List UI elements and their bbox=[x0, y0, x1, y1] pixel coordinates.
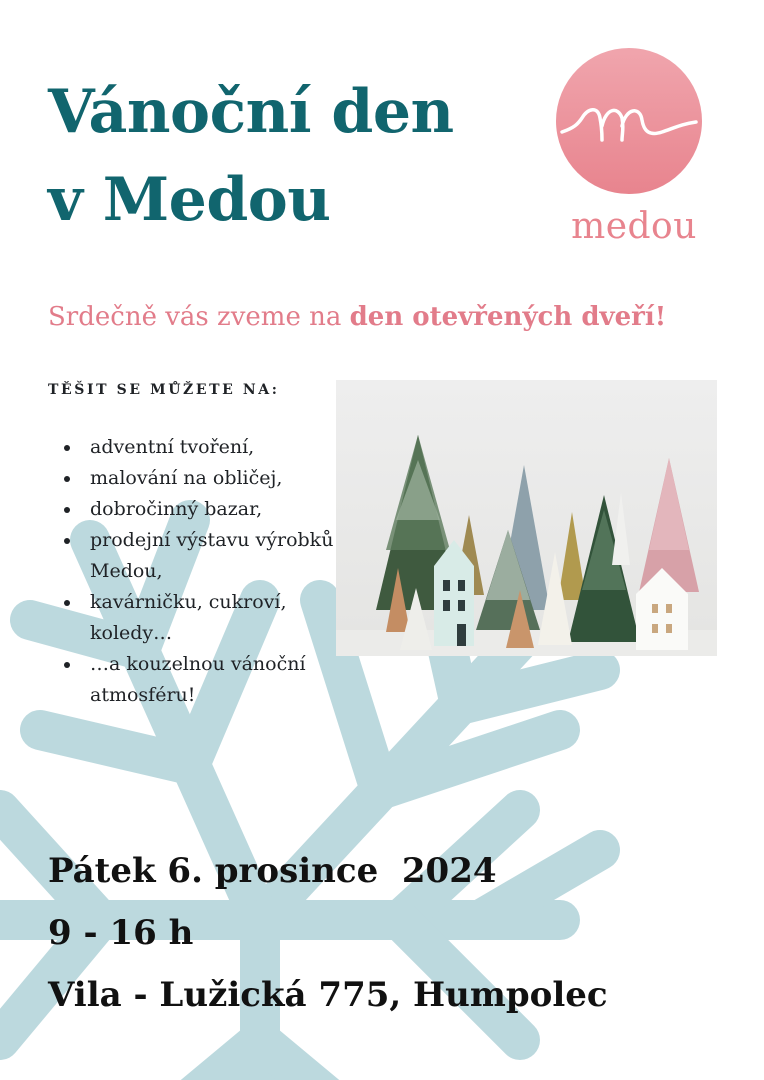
event-place: Vila - Lužická 775, Humpolec bbox=[48, 975, 608, 1015]
event-time: 9 - 16 h bbox=[48, 913, 194, 953]
wave-m-icon bbox=[556, 48, 702, 194]
medou-logo bbox=[556, 48, 706, 247]
logo-circle bbox=[556, 48, 702, 194]
list-item: prodejní výstavu výrobků Medou, bbox=[52, 525, 342, 587]
list-item: malování na obličej, bbox=[52, 463, 342, 494]
list-item: …a kouzelnou vánoční atmosféru! bbox=[52, 649, 342, 711]
list-heading: TĚŠIT SE MŮŽETE NA: bbox=[48, 382, 280, 398]
invite-line bbox=[48, 302, 666, 332]
invite-highlight: den otevřených dveří! bbox=[349, 302, 667, 332]
activities-list bbox=[52, 432, 342, 711]
christmas-village-photo bbox=[336, 380, 717, 656]
list-item: adventní tvoření, bbox=[52, 432, 342, 463]
poster-title bbox=[48, 68, 454, 244]
list-item: dobročinný bazar, bbox=[52, 494, 342, 525]
logo-wordmark: medou bbox=[571, 206, 697, 247]
list-item: kavárničku, cukroví, koledy… bbox=[52, 587, 342, 649]
event-info bbox=[48, 840, 608, 1026]
title-line-1: Vánoční den bbox=[48, 77, 454, 147]
title-line-2: v Medou bbox=[48, 165, 331, 235]
invite-prefix: Srdečně vás zveme na bbox=[48, 302, 350, 332]
event-date: Pátek 6. prosince 2024 bbox=[48, 851, 497, 891]
